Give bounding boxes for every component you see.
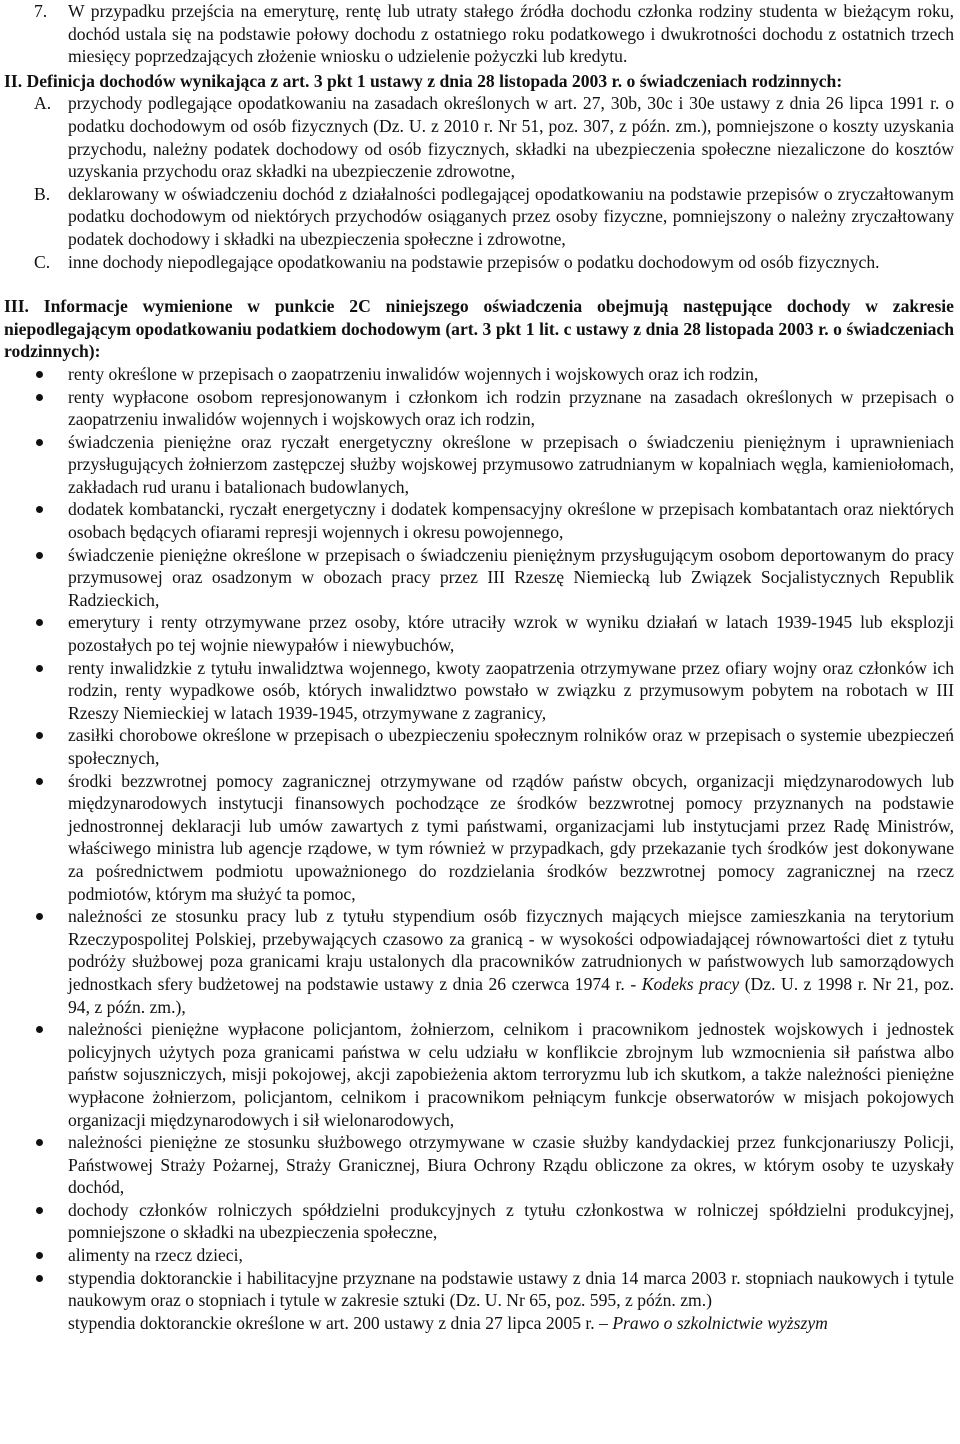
list-item-text: środki bezzwrotnej pomocy zagranicznej otrzymywane od rządów państw obcych, organizacji międzynarodowych lub międzynarodowych instytucji finansowych pochodzące ze środków bezzwrotnej pomocy przyznanych na podstawie jednostronnej deklaracji lub umów zawartych z tymi państwami, organizacjami lub instytucjami przez Radę Ministrów, właściwego ministra lub agencje rządowe, w tym również w przypadkach, gdy przekazanie tych środków jest dokonywane za pośrednictwem podmiotu upoważnionego do rozdzielania środków bezzwrotnej pomocy zagranicznej na rzecz podmiotów, którym ma służyć ta pomoc, bbox=[68, 770, 954, 904]
list-item-text: należności pieniężne ze stosunku służbowego otrzymywane w czasie służby kandydackiej przez funkcjonariuszy Policji, Państwowej Straży Pożarnej, Straży Granicznej, Biura Ochrony Rządu obliczone za okres, w którym osoby te uzyskały dochód, bbox=[68, 1132, 954, 1198]
list-item-text: świadczenie pieniężne określone w przepisach o świadczeniu pieniężnym przysługującym osobom deportowanym do pracy przymusowej oraz osadzonym w obozach pracy przez III Rzeszę Niemiecką lub Związek Socjalistycznych Republik Radzieckich, bbox=[68, 544, 954, 610]
list-item-text: zasiłki chorobowe określone w przepisach o ubezpieczeniu społecznym rolników oraz w przepisach o systemie ubezpieczeń społecznych, bbox=[68, 725, 954, 768]
list-item bbox=[0, 1267, 960, 1335]
bullet-icon bbox=[36, 439, 43, 446]
list-item-text: stypendia doktoranckie i habilitacyjne przyznane na podstawie ustawy z dnia 14 marca 2003 r. stopniach naukowych i tytule naukowym oraz o stopniach i tytule w zakresie sztuki (Dz. U. Nr 65, poz. 595, z późn. zm.) bbox=[68, 1267, 954, 1311]
bullet-icon bbox=[36, 1026, 43, 1033]
list-item bbox=[0, 498, 960, 543]
bullet-icon bbox=[36, 732, 43, 739]
list-item-italic: Prawo o szkolnictwie wyższym bbox=[612, 1312, 828, 1333]
bullet-icon bbox=[36, 371, 43, 378]
list-item-text: należności pieniężne wypłacone policjantom, żołnierzom, celnikom i pracownikom jednostek wojskowych i jednostek policyjnych użytych poza granicami państwa w celu udziału w konflikcie zbrojnym lub wzmocnienia sił państwa albo państw sojuszniczych, misji pokojowej, akcji zapobieżenia aktom terroryzmu lub ich skutkom, a także należności pieniężne wypłacone żołnierzom, policjantom, celnikom i pracownikom pełniącym funkcje obserwatorów w misjach pokojowych organizacji międzynarodowych i sił wielonarodowych, bbox=[68, 1019, 954, 1130]
list-item-text: świadczenia pieniężne oraz ryczałt energetyczny określone w przepisach o świadczeniu pieniężnym i uprawnieniach przysługujących żołnierzom zastępczej służby wojskowej przymusowo zatrudnianym w kopalniach węgla, kamieniołomach, zakładach rud uranu i batalionach budowlanych, bbox=[68, 431, 954, 497]
list-item bbox=[0, 905, 960, 1018]
list-item bbox=[0, 657, 960, 725]
section-2-item-c-letter: C. bbox=[34, 251, 51, 272]
list-item bbox=[0, 1018, 960, 1131]
list-item bbox=[0, 1199, 960, 1244]
list-item-text: dodatek kombatancki, ryczałt energetyczny i dodatek kompensacyjny określone w przepisach kombatantach oraz niektórych osobach będących ofiarami represji wojennych i okresu powojennego, bbox=[68, 499, 954, 543]
item-7 bbox=[0, 0, 960, 68]
bullet-icon bbox=[36, 665, 43, 672]
list-item bbox=[0, 770, 960, 906]
bullet-icon bbox=[36, 394, 43, 401]
list-item bbox=[0, 431, 960, 499]
bullet-icon bbox=[36, 778, 43, 785]
bullet-icon bbox=[36, 552, 43, 559]
list-item-text: renty wypłacone osobom represjonowanym i członkom ich rodzin przyznane na zasadach określonych w przepisach o zaopatrzeniu inwalidów wojennych i wojskowych oraz ich rodzin, bbox=[68, 386, 954, 430]
section-2-item-a bbox=[0, 92, 960, 182]
bullet-icon bbox=[36, 1275, 43, 1282]
bullet-icon bbox=[36, 619, 43, 626]
spacer bbox=[0, 273, 960, 295]
list-item bbox=[0, 386, 960, 431]
list-item bbox=[0, 611, 960, 656]
list-item-italic: Kodeks pracy bbox=[641, 973, 740, 994]
bullet-icon bbox=[36, 506, 43, 513]
list-item-text: emerytury i renty otrzymywane przez osoby, które utraciły wzrok w wyniku działań w latach 1939-1945 lub eksplozji pozostałych po tej wojnie niewypałów i niewybuchów, bbox=[68, 612, 954, 656]
section-2-heading: II. Definicja dochodów wynikająca z art. 3 pkt 1 ustawy z dnia 28 listopada 2003 r. o świadczeniach rodzinnych: bbox=[4, 70, 843, 91]
section-3-list bbox=[0, 363, 960, 1335]
list-item-text: renty inwalidzkie z tytułu inwalidztwa wojennego, kwoty zaopatrzenia otrzymywane przez ofiary wojny oraz członków ich rodzin, renty wypadkowe osób, których inwalidztwo powstało w związku z przymusowym pobytem na robotach w III Rzeszy Niemieckiej w latach 1939-1945, otrzymywane z zagranicy, bbox=[68, 657, 954, 723]
section-2-item-a-letter: A. bbox=[34, 93, 52, 114]
section-2-item-b-text: deklarowany w oświadczeniu dochód z działalności podlegającej opodatkowaniu na podstawie przepisów o zryczałtowanym podatku dochodowym od niektórych przychodów osiąganych przez osoby fizyczne, pomniejszony o należny zryczałtowany podatek dochodowy i składki na ubezpieczenia społeczne i zdrowotne, bbox=[68, 183, 954, 249]
section-2-item-c-text: inne dochody niepodlegające opodatkowaniu na podstawie przepisów o podatku dochodowym od osób fizycznych. bbox=[68, 251, 880, 272]
list-item bbox=[0, 724, 960, 769]
bullet-icon bbox=[36, 913, 43, 920]
section-2-item-a-text: przychody podlegające opodatkowaniu na zasadach określonych w art. 27, 30b, 30c i 30e ustawy z dnia 26 lipca 1991 r. o podatku dochodowym od osób fizycznych (Dz. U. z 2010 r. Nr 51, poz. 307, z późn. zm.), pomniejszone o koszty uzyskania przychodu, należny podatek dochodowy od osób fizycznych, składki na ubezpieczenia społeczne niezaliczone do kosztów uzyskania przychodu oraz składki na ubezpieczenie zdrowotne, bbox=[68, 93, 954, 182]
section-2-item-b-letter: B. bbox=[34, 183, 51, 204]
list-item bbox=[0, 1131, 960, 1199]
list-item-text-end: (Dz. U. z 1998 r. Nr 21, poz. 94, z późn. zm.), bbox=[68, 973, 954, 1017]
bullet-icon bbox=[36, 1139, 43, 1146]
section-2-item-b bbox=[0, 183, 960, 251]
item-7-number: 7. bbox=[34, 1, 48, 21]
list-item bbox=[0, 363, 960, 386]
list-item bbox=[0, 544, 960, 612]
list-item-text: renty określone w przepisach o zaopatrzeniu inwalidów wojennych i wojskowych oraz ich rodzin, bbox=[68, 363, 759, 384]
list-item-text: dochody członków rolniczych spółdzielni produkcyjnych z tytułu członkostwa w rolniczej spółdzielni produkcyjnej, pomniejszone o składki na ubezpieczenia społeczne, bbox=[68, 1199, 954, 1243]
bullet-icon bbox=[36, 1207, 43, 1214]
bullet-icon bbox=[36, 1252, 43, 1259]
list-item-text: należności ze stosunku pracy lub z tytułu stypendium osób fizycznych mających miejsce zamieszkania na terytorium Rzeczypospolitej Polskiej, przebywających czasowo za granicą - w wysokości odpowiadającej równowartości diet z tytułu podróży służbowej poza granicami kraju ustalonych dla pracowników zatrudnionych w państwowych lub samorządowych jednostkach sfery budżetowej na podstawie ustawy z dnia 26 czerwca 1974 r. - bbox=[68, 906, 954, 994]
list-item-text-continued: stypendia doktoranckie określone w art. 200 ustawy z dnia 27 lipca 2005 r. – bbox=[68, 1312, 613, 1333]
section-3-heading: III. Informacje wymienione w punkcie 2C niniejszego oświadczenia obejmują następujące dochody w zakresie niepodlegającym opodatkowaniu podatkiem dochodowym (art. 3 pkt 1 lit. c ustawy z dnia 28 listopada 2003 r. o świadczeniach rodzinnych): bbox=[4, 296, 954, 362]
list-item-text: alimenty na rzecz dzieci, bbox=[68, 1245, 243, 1266]
list-item bbox=[0, 1244, 960, 1267]
section-2-item-c bbox=[0, 251, 960, 274]
item-7-text: W przypadku przejścia na emeryturę, rentę lub utraty stałego źródła dochodu członka rodziny studenta w bieżącym roku, dochód ustala się na podstawie połowy dochodu z ostatniego roku podatkowego i dwukrotności dochodu z ostatnich trzech miesięcy poprzedzających złożenie wniosku o udzielenie pożyczki lub kredytu. bbox=[68, 1, 954, 67]
